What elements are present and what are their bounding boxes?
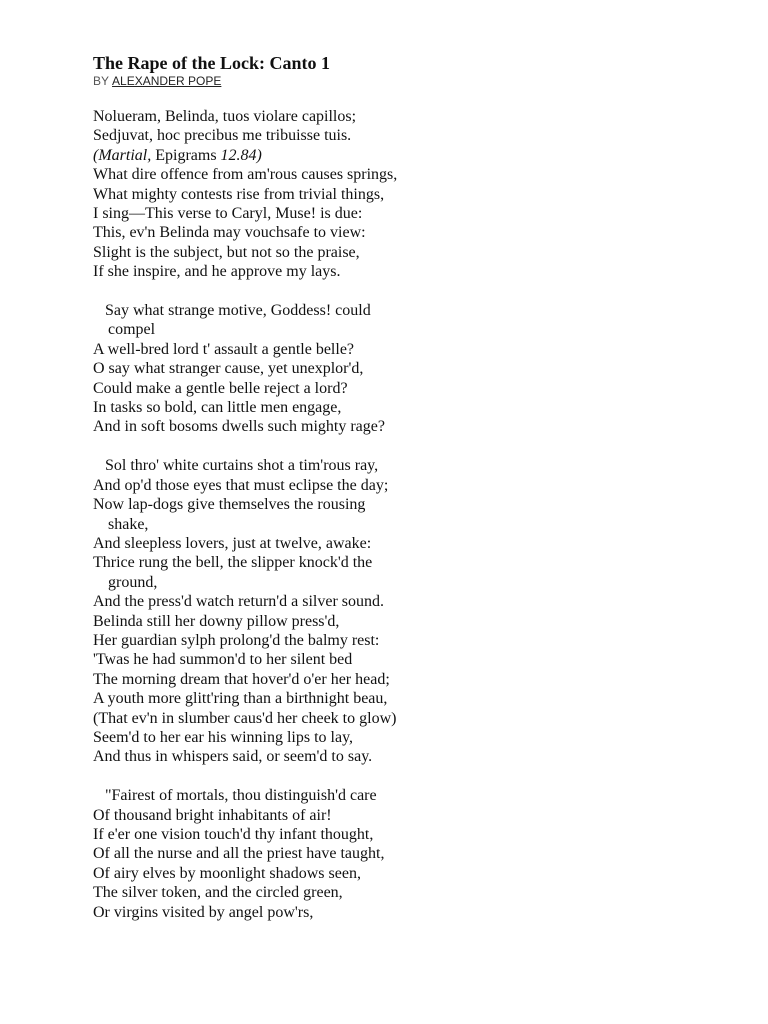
verse-line: And the press'd watch return'd a silver sound. — [93, 593, 385, 611]
stanza-break — [93, 282, 733, 301]
verse-line: The silver token, and the circled green, — [93, 884, 343, 902]
document-page — [93, 53, 733, 922]
verse-line: Thrice rung the bell, the slipper knock'd the — [93, 554, 373, 572]
poem-title: The Rape of the Lock: Canto 1 — [93, 53, 330, 73]
verse-line: The morning dream that hover'd o'er her head; — [93, 670, 390, 688]
verse-line: Seem'd to her ear his winning lips to lay, — [93, 728, 354, 746]
epigraph-line: Nolueram, Belinda, tuos violare capillos; — [93, 108, 357, 125]
verse-line: A youth more glitt'ring than a birthnight beau, — [93, 690, 388, 708]
verse-line: If she inspire, and he approve my lays. — [93, 263, 341, 281]
verse-line: In tasks so bold, can little men engage, — [93, 399, 342, 417]
verse-line: (That ev'n in slumber caus'd her cheek to glow) — [93, 709, 397, 727]
verse-line: "Fairest of mortals, thou distinguish'd care — [105, 787, 377, 805]
epigraph-line: Sedjuvat, hoc precibus me tribuisse tuis. — [93, 127, 352, 145]
citation-reference: 12.84) — [220, 146, 262, 164]
citation-work: Epigrams — [155, 146, 217, 164]
verse-line: Or virgins visited by angel pow'rs, — [93, 903, 314, 921]
verse-line: Of airy elves by moonlight shadows seen, — [93, 864, 361, 882]
verse-line: Could make a gentle belle reject a lord? — [93, 379, 348, 397]
verse-line: Slight is the subject, but not so the praise, — [93, 243, 360, 261]
verse-line: And op'd those eyes that must eclipse the day; — [93, 476, 389, 494]
verse-line: Of all the nurse and all the priest have taught, — [93, 845, 385, 863]
by-label: BY — [93, 74, 110, 88]
verse-line: What mighty contests rise from trivial things, — [93, 185, 385, 203]
epigraph-citation — [93, 146, 733, 165]
verse-line-continuation: compel — [108, 321, 156, 339]
poem-body — [93, 107, 733, 922]
verse-line-continuation: shake, — [108, 515, 149, 533]
byline — [93, 74, 733, 88]
verse-line: And sleepless lovers, just at twelve, awake: — [93, 534, 372, 552]
verse-line: Belinda still her downy pillow press'd, — [93, 612, 340, 630]
author-link[interactable]: ALEXANDER POPE — [112, 74, 222, 88]
verse-line: A well-bred lord t' assault a gentle belle? — [93, 340, 355, 358]
verse-line: Sol thro' white curtains shot a tim'rous ray, — [105, 457, 379, 475]
verse-line-continuation: ground, — [108, 573, 158, 591]
verse-line: And in soft bosoms dwells such mighty rage? — [93, 418, 385, 436]
stanza-break — [93, 767, 733, 786]
citation-author: (Martial, — [93, 146, 152, 164]
verse-line: This, ev'n Belinda may vouchsafe to view: — [93, 224, 366, 242]
verse-line: And thus in whispers said, or seem'd to say. — [93, 748, 373, 766]
verse-line: Of thousand bright inhabitants of air! — [93, 806, 332, 824]
verse-line: O say what stranger cause, yet unexplor'd, — [93, 360, 364, 378]
verse-line: What dire offence from am'rous causes springs, — [93, 166, 398, 184]
verse-line: I sing—This verse to Caryl, Muse! is due: — [93, 205, 363, 223]
verse-line: Now lap-dogs give themselves the rousing — [93, 496, 366, 514]
verse-line: 'Twas he had summon'd to her silent bed — [93, 651, 353, 669]
verse-line: Her guardian sylph prolong'd the balmy rest: — [93, 631, 380, 649]
verse-line: Say what strange motive, Goddess! could — [105, 302, 371, 320]
stanza-break — [93, 437, 733, 456]
verse-line: If e'er one vision touch'd thy infant thought, — [93, 825, 374, 843]
